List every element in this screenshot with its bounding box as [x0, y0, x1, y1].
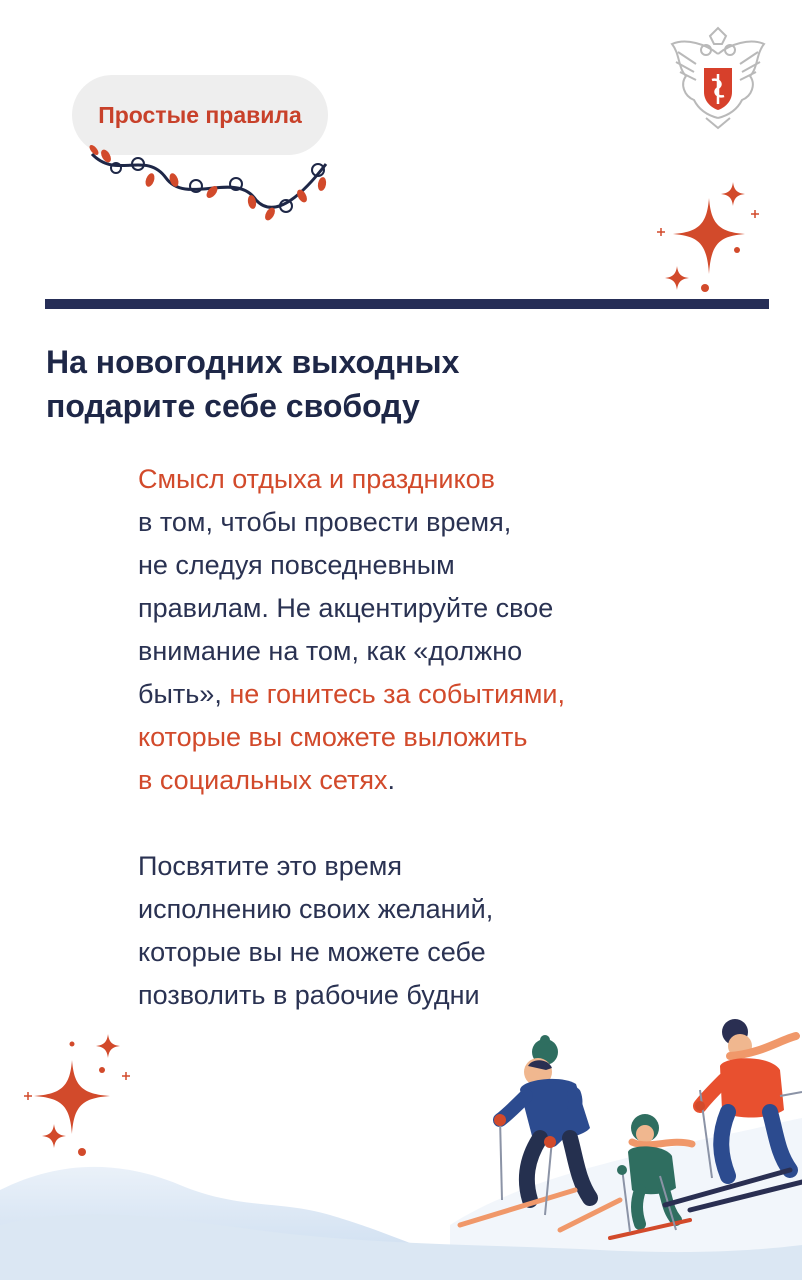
title-line: На новогодних выходных [46, 344, 460, 380]
text-line: Смысл отдыха и праздников [138, 464, 495, 494]
text-line: в том, чтобы провести время, [138, 507, 512, 537]
paragraph-2 [138, 845, 778, 1017]
text-line: которые вы сможете выложить [138, 722, 528, 752]
text-line [138, 759, 778, 802]
body-text [138, 458, 778, 1017]
text-segment-accent: не гонитесь за событиями, [229, 679, 565, 709]
page-title [46, 340, 746, 428]
emblem-icon [666, 24, 770, 134]
skier-adult-left [460, 1035, 620, 1230]
text-segment: . [387, 765, 395, 795]
divider [45, 299, 769, 309]
sparkle-icon [645, 178, 765, 298]
skiing-illustration [0, 1010, 802, 1280]
text-line: правилам. Не акцентируйте свое [138, 593, 554, 623]
text-segment-accent: в социальных сетях [138, 765, 388, 795]
title-line: подарите себе свободу [46, 388, 420, 424]
text-line: которые вы не можете себе [138, 937, 486, 967]
paragraph-1 [138, 458, 778, 802]
text-line: позволить в рабочие будни [138, 980, 480, 1010]
text-segment: быть», [138, 679, 230, 709]
text-line: исполнению своих желаний, [138, 894, 494, 924]
text-line: не следуя повседневным [138, 550, 455, 580]
tag-label: Простые правила [98, 101, 302, 128]
text-line [138, 673, 778, 716]
text-line: Посвятите это время [138, 851, 402, 881]
garland-icon [86, 140, 336, 232]
text-line: внимание на том, как «должно [138, 636, 523, 666]
